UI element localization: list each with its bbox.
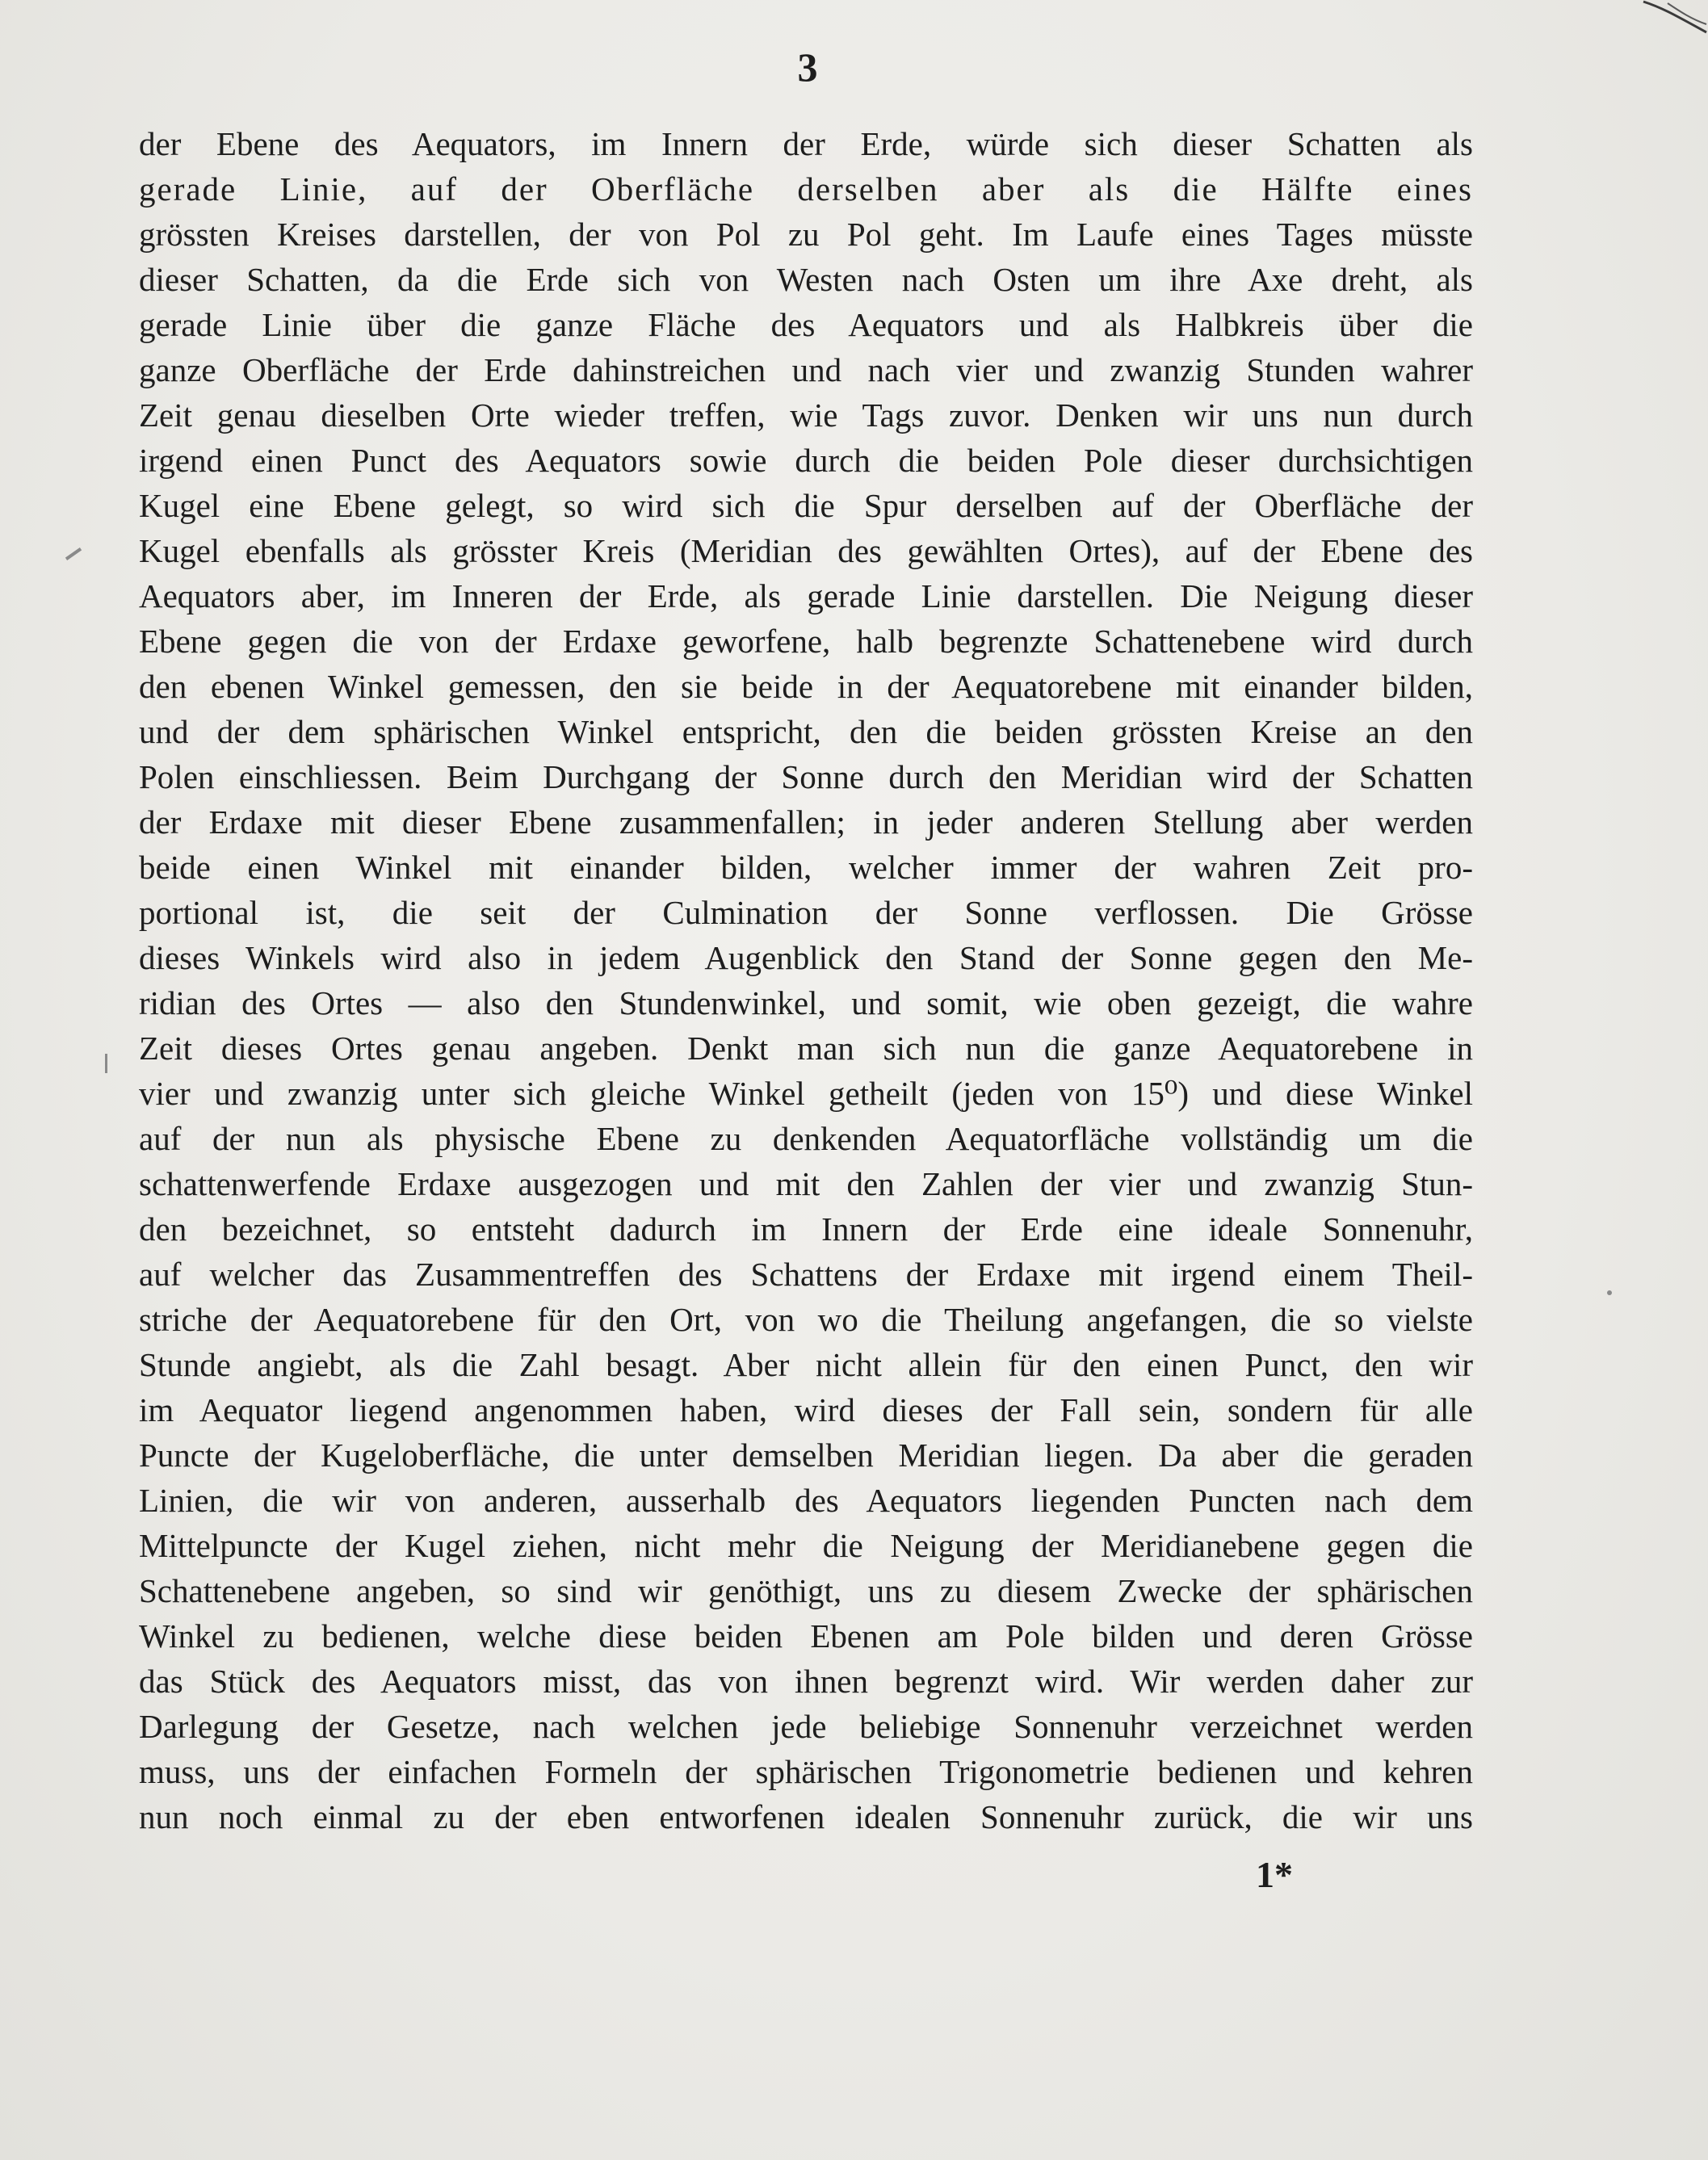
text-line: im Aequator liegend angenommen haben, wird dieses der Fall sein, sondern für alle — [139, 1391, 1473, 1428]
text-line: Zeit dieses Ortes genau angeben. Denkt man sich nun die ganze Aequatorebene in — [139, 1030, 1473, 1067]
text-line: Ebene gegen die von der Erdaxe geworfene, halb begrenzte Schattenebene wird durch — [139, 623, 1473, 660]
text-line: der Ebene des Aequators, im Innern der Erde, würde sich dieser Schatten als — [139, 125, 1473, 162]
text-line: Kugel ebenfalls als grösster Kreis (Meridian des gewählten Ortes), auf der Ebene des — [139, 532, 1473, 569]
text-line: auf der nun als physische Ebene zu denkenden Aequatorfläche vollständig um die — [139, 1120, 1473, 1157]
body-text — [139, 121, 1473, 1839]
text-line: striche der Aequatorebene für den Ort, von wo die Theilung angefangen, die so vielste — [139, 1301, 1473, 1338]
text-line: den bezeichnet, so entsteht dadurch im Innern der Erde eine ideale Sonnenuhr, — [139, 1210, 1473, 1248]
text-line: grössten Kreises darstellen, der von Pol zu Pol geht. Im Laufe eines Tages müsste — [139, 216, 1473, 253]
text-line: Mittelpuncte der Kugel ziehen, nicht mehr die Neigung der Meridianebene gegen die — [139, 1527, 1473, 1564]
text-line: dieser Schatten, da die Erde sich von Westen nach Osten um ihre Axe dreht, als — [139, 261, 1473, 298]
corner-crease-mark — [1635, 0, 1708, 48]
text-line: muss, uns der einfachen Formeln der sphärischen Trigonometrie bedienen und kehren — [139, 1753, 1473, 1790]
text-line: der Erdaxe mit dieser Ebene zusammenfallen; in jeder anderen Stellung aber werden — [139, 803, 1473, 841]
margin-mark — [65, 547, 82, 560]
margin-tick — [105, 1054, 107, 1073]
text-line: Polen einschliessen. Beim Durchgang der Sonne durch den Meridian wird der Schatten — [139, 758, 1473, 795]
text-line: gerade Linie über die ganze Fläche des Aequators und als Halbkreis über die — [139, 306, 1473, 343]
margin-dot — [1607, 1290, 1612, 1295]
text-line: Stunde angiebt, als die Zahl besagt. Aber nicht allein für den einen Punct, den wir — [139, 1346, 1473, 1383]
text-line: dieses Winkels wird also in jedem Augenblick den Stand der Sonne gegen den Me- — [139, 939, 1473, 976]
text-line: Darlegung der Gesetze, nach welchen jede beliebige Sonnenuhr verzeichnet werden — [139, 1708, 1473, 1745]
text-line: nun noch einmal zu der eben entworfenen idealen Sonnenuhr zurück, die wir uns — [139, 1798, 1473, 1835]
text-line: vier und zwanzig unter sich gleiche Winkel getheilt (jeden von 15⁰) und diese Winkel — [139, 1075, 1473, 1112]
text-line: den ebenen Winkel gemessen, den sie beide in der Aequatorebene mit einander bilden, — [139, 668, 1473, 705]
text-line: beide einen Winkel mit einander bilden, welcher immer der wahren Zeit pro- — [139, 849, 1473, 886]
text-line: ganze Oberfläche der Erde dahinstreichen und nach vier und zwanzig Stunden wahrer — [139, 351, 1473, 388]
text-line: Schattenebene angeben, so sind wir genöthigt, uns zu diesem Zwecke der sphärischen — [139, 1572, 1473, 1609]
text-line: Kugel eine Ebene gelegt, so wird sich die Spur derselben auf der Oberfläche der — [139, 487, 1473, 524]
text-line: gerade Linie, auf der Oberfläche derselben aber als die Hälfte eines — [139, 170, 1473, 208]
text-line: schattenwerfende Erdaxe ausgezogen und mit den Zahlen der vier und zwanzig Stun- — [139, 1165, 1473, 1202]
text-line: Aequators aber, im Inneren der Erde, als gerade Linie darstellen. Die Neigung dieser — [139, 577, 1473, 614]
page-number: 3 — [797, 44, 818, 90]
text-line: das Stück des Aequators misst, das von ihnen begrenzt wird. Wir werden daher zur — [139, 1663, 1473, 1700]
text-line: irgend einen Punct des Aequators sowie durch die beiden Pole dieser durchsichtigen — [139, 442, 1473, 479]
text-line: Zeit genau dieselben Orte wieder treffen, wie Tags zuvor. Denken wir uns nun durch — [139, 396, 1473, 434]
text-line: portional ist, die seit der Culmination der Sonne verflossen. Die Grösse — [139, 894, 1473, 931]
text-line: auf welcher das Zusammentreffen des Schattens der Erdaxe mit irgend einem Theil- — [139, 1256, 1473, 1293]
text-line: Linien, die wir von anderen, ausserhalb des Aequators liegenden Puncten nach dem — [139, 1482, 1473, 1519]
text-line: ridian des Ortes — also den Stundenwinkel, und somit, wie oben gezeigt, die wahre — [139, 984, 1473, 1021]
text-line: Winkel zu bedienen, welche diese beiden Ebenen am Pole bilden und deren Grösse — [139, 1617, 1473, 1655]
text-line: Puncte der Kugeloberfläche, die unter demselben Meridian liegen. Da aber die geraden — [139, 1437, 1473, 1474]
text-line: und der dem sphärischen Winkel entspricht, den die beiden grössten Kreise an den — [139, 713, 1473, 750]
signature-mark: 1* — [1256, 1854, 1293, 1895]
